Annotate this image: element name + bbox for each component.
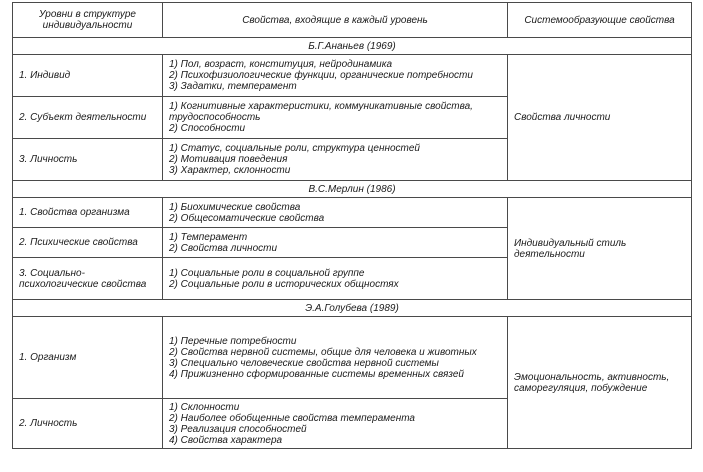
property-line: 4) Свойства характера	[169, 434, 283, 446]
header-levels: Уровни в структуре индивидуальности	[13, 3, 163, 38]
property-line: 3) Специально человеческие свойства нервной системы	[169, 357, 439, 369]
property-line: 1) Пол, возраст, конституция, нейродинамика	[169, 59, 393, 70]
properties-cell	[163, 228, 508, 258]
properties-cell	[163, 97, 508, 139]
property-line: 3) Задатки, темперамент	[169, 81, 297, 92]
header-properties: Свойства, входящие в каждый уровень	[163, 3, 508, 38]
section-title-row	[13, 181, 692, 198]
level-cell: 3. Личность	[13, 139, 163, 181]
property-line: 2) Психофизиологические функции, органические потребности	[169, 70, 473, 81]
property-line: 1) Социальные роли в социальной группе	[169, 267, 365, 279]
section-title-row	[13, 38, 692, 55]
level-cell: 1. Организм	[13, 317, 163, 399]
property-line: 1) Склонности	[169, 401, 240, 413]
property-line: 2) Социальные роли в исторических общностях	[169, 278, 399, 290]
level-cell: 2. Психические свойства	[13, 228, 163, 258]
property-line: 1) Когнитивные характеристики, коммуникативные свойства, трудоспособность	[169, 101, 473, 123]
section-title-row	[13, 300, 692, 317]
property-line: 2) Свойства нервной системы, общие для человека и животных	[169, 346, 477, 358]
property-line: 3) Характер, склонности	[169, 165, 291, 176]
property-line: 2) Свойства личности	[169, 242, 278, 254]
section-author: В.С.Мерлин (1986)	[13, 181, 692, 198]
header-system-properties: Системообразующие свойства	[508, 3, 692, 38]
level-cell: 2. Личность	[13, 399, 163, 449]
individuality-structure-table	[12, 2, 692, 449]
table-row	[13, 317, 692, 399]
section-author: Б.Г.Ананьев (1969)	[13, 38, 692, 55]
properties-cell	[163, 55, 508, 97]
properties-cell	[163, 258, 508, 300]
property-line: 1) Перечные потребности	[169, 335, 297, 347]
property-line: 4) Прижизненно сформированные системы временных связей	[169, 368, 464, 380]
level-cell: 1. Индивид	[13, 55, 163, 97]
system-property-cell: Свойства личности	[508, 55, 692, 181]
section-author: Э.А.Голубева (1989)	[13, 300, 692, 317]
property-line: 2) Общесоматические свойства	[169, 212, 325, 224]
properties-cell	[163, 139, 508, 181]
property-line: 1) Статус, социальные роли, структура ценностей	[169, 143, 420, 154]
table-header-row	[13, 3, 692, 38]
table-row	[13, 55, 692, 97]
system-property-cell: Индивидуальный стиль деятельности	[508, 198, 692, 300]
properties-cell	[163, 198, 508, 228]
property-line: 2) Способности	[169, 123, 246, 134]
table-row	[13, 198, 692, 228]
property-line: 2) Наиболее обобщенные свойства темперамента	[169, 412, 415, 424]
property-line: 1) Темперамент	[169, 231, 248, 243]
system-property-cell: Эмоциональность, активность, саморегуляция, побуждение	[508, 317, 692, 449]
properties-cell	[163, 399, 508, 449]
level-cell: 1. Свойства организма	[13, 198, 163, 228]
property-line: 1) Биохимические свойства	[169, 201, 301, 213]
properties-cell	[163, 317, 508, 399]
level-cell: 2. Субъект деятельности	[13, 97, 163, 139]
property-line: 3) Реализация способностей	[169, 423, 307, 435]
level-cell: 3. Социально-психологические свойства	[13, 258, 163, 300]
property-line: 2) Мотивация поведения	[169, 154, 288, 165]
